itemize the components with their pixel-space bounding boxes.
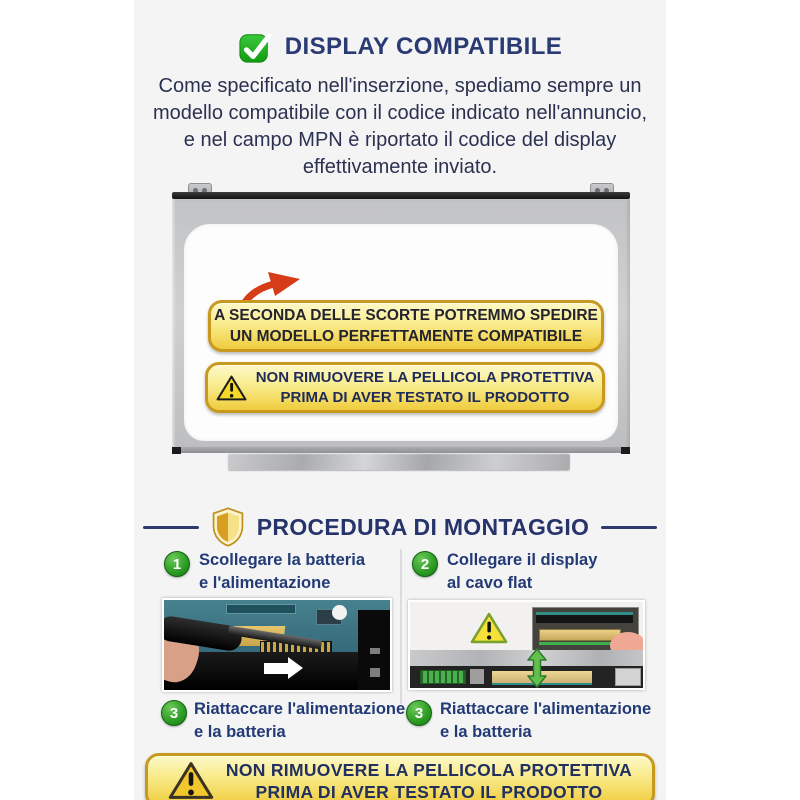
page-title: DISPLAY COMPATIBILE — [284, 33, 563, 60]
intro-text — [145, 73, 655, 181]
step-number-badge: 2 — [412, 551, 438, 577]
step-2-label: Collegare il display al cavo flat — [447, 551, 598, 592]
page-header — [134, 28, 666, 66]
shield-icon — [211, 507, 245, 547]
stock-note-box — [208, 300, 604, 352]
warning-triangle-icon — [168, 760, 214, 800]
step-number-badge: 1 — [164, 551, 190, 577]
step-number-badge: 3 — [161, 700, 187, 726]
warning-triangle-icon — [470, 611, 508, 645]
intro-line: effettivamente inviato. — [302, 156, 498, 178]
photo-step-2-display-cable — [408, 600, 645, 690]
stock-note-line: A SECONDA DELLE SCORTE POTREMMO SPEDIRE — [214, 307, 598, 324]
divider-line-left — [143, 526, 199, 529]
film-note-box — [205, 362, 605, 413]
stock-note-line: UN MODELLO PERFETTAMENTE COMPATIBILE — [229, 328, 583, 345]
column-divider — [400, 549, 402, 704]
step-3-label-right: Riattaccare l'alimentazione e la batteria — [440, 700, 652, 741]
intro-line: e nel campo MPN è riportato il codice del display — [183, 129, 617, 151]
check-icon — [238, 30, 272, 64]
step-1-label: Scollegare la batteria e l'alimentazione — [199, 551, 365, 592]
film-note-line: PRIMA DI AVER TESTATO IL PRODOTTO — [280, 388, 570, 406]
divider-line-right — [601, 526, 657, 529]
procedure-title: PROCEDURA DI MONTAGGIO — [256, 513, 590, 540]
film-note-line: NON RIMUOVERE LA PELLICOLA PROTETTIVA — [255, 368, 595, 386]
procedure-header — [134, 505, 666, 549]
foil-strip — [228, 453, 570, 470]
footer-warning-line: PRIMA DI AVER TESTATO IL PRODOTTO — [255, 781, 603, 800]
photo-step-1-motherboard — [162, 598, 392, 692]
connector-inset-photo — [532, 607, 639, 651]
panel-top-bar — [172, 192, 630, 199]
step-number-badge: 3 — [406, 700, 432, 726]
lcd-panel-photo — [172, 183, 630, 473]
green-double-arrow-icon — [527, 648, 547, 688]
step-3-label-left: Riattaccare l'alimentazione e la batteria — [194, 700, 406, 741]
footer-warning-box — [145, 753, 655, 800]
warning-triangle-icon — [216, 374, 247, 402]
footer-warning-line: NON RIMUOVERE LA PELLICOLA PROTETTIVA — [225, 759, 633, 780]
intro-line: Come specificato nell'inserzione, spediamo sempre un — [158, 75, 642, 97]
intro-line: modello compatibile con il codice indicato nell'annuncio, — [152, 102, 648, 124]
green-connector — [420, 670, 466, 684]
